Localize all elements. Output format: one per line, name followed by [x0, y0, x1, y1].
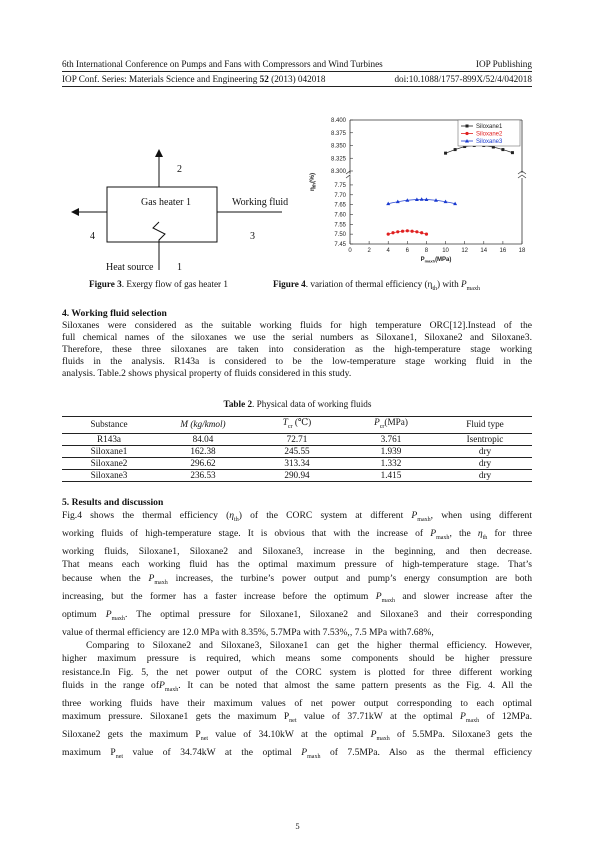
- y-tick-label: 8.350: [330, 143, 346, 150]
- header-rule: [62, 71, 532, 72]
- section-4-paragraph: Siloxanes were considered as the suitable working fluids for high temperature ORC[12].Instead of the full chemical names of the siloxanes we use the serial numbers as Siloxane1, Siloxane2 and Siloxane3. Therefore, these three siloxanes are taken into consideration as the high-temperature stage working fluids in the analysis. R143a is considered to be the low-temperature stage working fluid in the analysis. Table.2 shows physical property of fluids considered in this study.: [62, 320, 532, 379]
- table-row: Siloxane1 162.38 245.55 1.939 dry: [62, 445, 532, 457]
- y-tick-label: 7.75: [334, 182, 346, 189]
- legend-label: Siloxane1: [476, 124, 503, 130]
- table-row: R143a 84.04 72.71 3.761 Isentropic: [62, 433, 532, 445]
- node-2-label: 2: [177, 164, 182, 175]
- node-3-label: 3: [250, 231, 255, 242]
- data-point: [454, 148, 457, 151]
- x-tick-label: 18: [518, 248, 526, 254]
- section-5-paragraph: Fig.4 shows the thermal efficiency $(\eta_{th})$ of the CORC system at different $P_{maxh}$, when using different working fluids of high-temperature stage. It is obvious that with the increase of $P_{maxh}$, the $\eta_{th}$ for three working fluids, Siloxane1, Siloxane2 and Siloxane3, increase in the beginning, and then decrease. That means each working fluid has the optimal maximum pressure of high-temperature stage. That’s because when the $P_{maxh}$ increases, the turbine’s power output and pump’s energy consumption are both increasing, but the former has a faster increase before the optimum $P_{maxh}$ and slower increase after the optimum $P_{maxh}$. The optimal pressure for Siloxane1, Siloxane2 and Siloxane3 and their corresponding value of thermal efficiency are 12.0 MPa with 8.35%, 5.7MPa with 7.53%,, 7.5 MPa with7.68%, Comparing to Siloxane2 and Siloxane3, Siloxane1 can get the higher thermal efficiency. However, higher maximum pressure is required, which means some components should be higher pressure resistance.In Fig. 5, the net power output of the CORC system is plotted for three different working fluids in the range ofP$_{maxh}$. It can be noted that almost the same pattern presents as the Fig. 4. All the three working fluids have their maximum values of net power output corresponding to each optimal maximum pressure. Siloxane1 gets the maximum $P_{net}$ value of 37.71kW at the optimal $P_{maxh}$ of 12MPa. Siloxane2 gets the maximum $P_{net}$ value of 34.10kW at the optimal $P_{maxh}$ of 5.5MPa. Siloxane3 gets the maximum $P_{net}$ value of 34.74kW at the optimal $P_{maxh}$ of 7.5MPa. Also as the thermal efficiency: [62, 510, 532, 761]
- heat-source-line: [153, 222, 165, 270]
- figure3-caption: Figure 3. Exergy flow of gas heater 1: [89, 279, 228, 289]
- figure4-caption: Figure 4. variation of thermal efficiency $(\eta_{th})$ with $P_{maxh}$: [273, 279, 480, 292]
- data-point: [396, 230, 399, 233]
- x-tick-label: 4: [386, 248, 390, 254]
- section-5-heading: 5. Results and discussion: [62, 497, 164, 508]
- x-tick-label: 2: [367, 248, 371, 254]
- col-critical-temperature: $T_{cr}$ (℃): [250, 417, 344, 434]
- header-rule-2: [62, 86, 532, 87]
- x-tick-label: 12: [461, 248, 469, 254]
- y-axis-label: $\eta_{th}(\%)$: [309, 172, 317, 192]
- y-tick-label: 7.70: [334, 192, 346, 199]
- y-tick-label: 8.400: [330, 118, 346, 124]
- y-tick-label: 8.375: [330, 130, 346, 137]
- x-tick-label: 14: [480, 248, 488, 254]
- legend-label: Siloxane3: [476, 139, 503, 145]
- x-axis-label: $P_{maxh}(MPa)$: [420, 257, 452, 264]
- data-point: [415, 230, 418, 233]
- section-4-heading: 4. Working fluid selection: [62, 308, 167, 319]
- running-header-conference: 6th International Conference on Pumps and Fans with Compressors and Wind Turbines: [62, 59, 383, 69]
- table-row: Siloxane3 236.53 290.94 1.415 dry: [62, 469, 532, 481]
- table-header-row: [62, 417, 532, 434]
- data-point: [401, 230, 404, 233]
- y-tick-label: 7.60: [334, 212, 346, 219]
- y-tick-label: 7.55: [334, 222, 346, 229]
- table2-caption: Table 2. Physical data of working fluids: [223, 399, 372, 409]
- col-critical-pressure: $P_{cr}(MPa)$: [344, 417, 438, 434]
- node-1-label: 1: [177, 262, 182, 273]
- gas-heater-box: [107, 187, 217, 242]
- data-point: [466, 125, 469, 128]
- page-number: 5: [295, 821, 300, 831]
- node-4-label: 4: [90, 231, 95, 242]
- running-header-publisher: IOP Publishing: [475, 59, 532, 69]
- data-point: [420, 231, 423, 234]
- data-point: [387, 233, 390, 236]
- heat-source-label: Heat source: [106, 262, 154, 273]
- y-tick-label: 7.45: [334, 242, 346, 248]
- y-tick-label: 8.325: [330, 156, 346, 163]
- y-tick-label: 7.65: [334, 202, 346, 209]
- figure3-diagram: [62, 140, 282, 280]
- working-fluid-label: Working fluid: [232, 197, 289, 208]
- legend-label: Siloxane2: [476, 131, 503, 138]
- data-point: [465, 132, 468, 135]
- y-tick-label: 8.300: [330, 169, 346, 175]
- table-row: Siloxane2 296.62 313.34 1.332 dry: [62, 457, 532, 469]
- data-point: [406, 229, 409, 232]
- gas-heater-label: Gas heater 1: [141, 197, 191, 208]
- axis-break-gap: [346, 173, 526, 178]
- x-tick-label: 16: [499, 248, 507, 254]
- data-point: [425, 233, 428, 236]
- y-tick-label: 7.50: [334, 232, 346, 239]
- col-substance: Substance: [62, 417, 156, 434]
- physical-data-table: [62, 416, 532, 482]
- data-point: [391, 231, 394, 234]
- running-header-series: IOP Conf. Series: Materials Science and Engineering 52 (2013) 042018: [62, 74, 326, 84]
- x-tick-label: 6: [405, 248, 410, 254]
- x-tick-label: 8: [424, 248, 429, 254]
- running-header-doi: doi:10.1088/1757-899X/52/4/042018: [394, 74, 532, 84]
- figure4-chart: [300, 112, 532, 274]
- col-fluid-type: Fluid type: [438, 417, 532, 434]
- col-molar-mass: M (kg/kmol): [156, 417, 250, 434]
- data-point: [501, 148, 504, 151]
- x-tick-label: 0: [348, 248, 352, 254]
- data-point: [444, 152, 447, 155]
- data-point: [511, 151, 514, 154]
- data-point: [411, 230, 414, 233]
- x-tick-label: 10: [442, 248, 449, 254]
